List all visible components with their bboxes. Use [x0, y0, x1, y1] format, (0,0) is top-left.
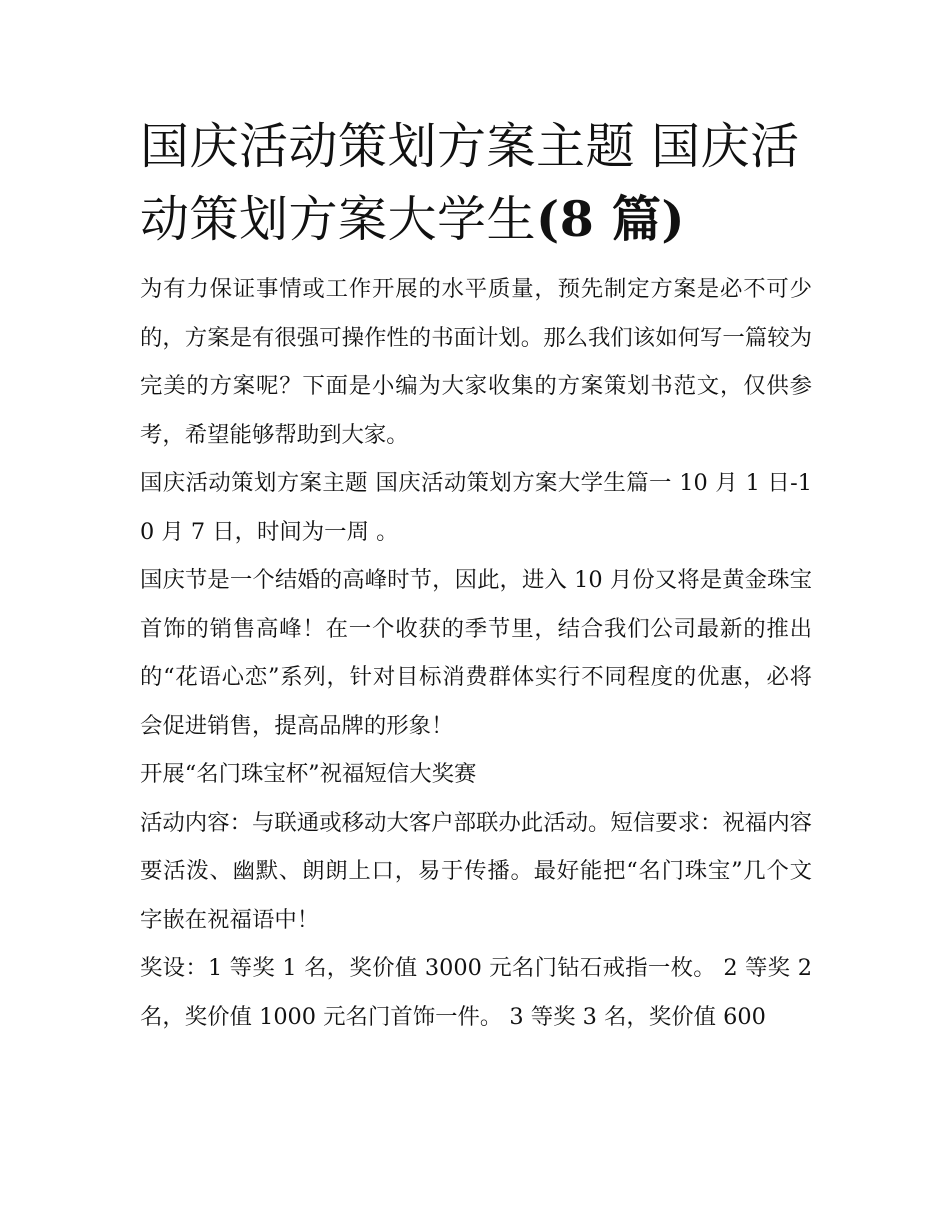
document-page [140, 110, 812, 1041]
paragraph-contest-title: 开展“名门珠宝杯”祝福短信大奖赛 [140, 761, 477, 787]
document-body [140, 265, 812, 1041]
paragraph-background: 国庆节是一个结婚的高峰时节，因此，进入 10 月份又将是黄金珠宝首饰的销售高峰！在一个收获的季节里，结合我们公司最新的推出的“花语心恋”系列，针对目标消费群体实行不同程度的优惠，必将会促进销售，提高品牌的形象！ [140, 567, 812, 739]
title-line-2: 动策划方案大学生(8 篇) [140, 190, 686, 248]
paragraph-activity-content: 活动内容：与联通或移动大客户部联办此活动。短信要求：祝福内容要活泼、幽默、朗朗上口，易于传播。最好能把“名门珠宝”几个文字嵌在祝福语中！ [140, 809, 812, 933]
document-title [140, 110, 812, 256]
paragraph-activity-time: 国庆活动策划方案主题 国庆活动策划方案大学生篇一 10 月 1 日-10 月 7 日，时间为一周 。 [140, 470, 812, 545]
paragraph-intro: 为有力保证事情或工作开展的水平质量，预先制定方案是必不可少的，方案是有很强可操作性的书面计划。那么我们该如何写一篇较为完美的方案呢？下面是小编为大家收集的方案策划书范文，仅供参考，希望能够帮助到大家。 [140, 276, 812, 448]
title-line-1: 国庆活动策划方案主题 国庆活 [140, 118, 800, 175]
paragraph-prizes: 奖设：1 等奖 1 名，奖价值 3000 元名门钻石戒指一枚。 2 等奖 2 名，奖价值 1000 元名门首饰一件。 3 等奖 3 名，奖价值 600 [140, 955, 812, 1030]
